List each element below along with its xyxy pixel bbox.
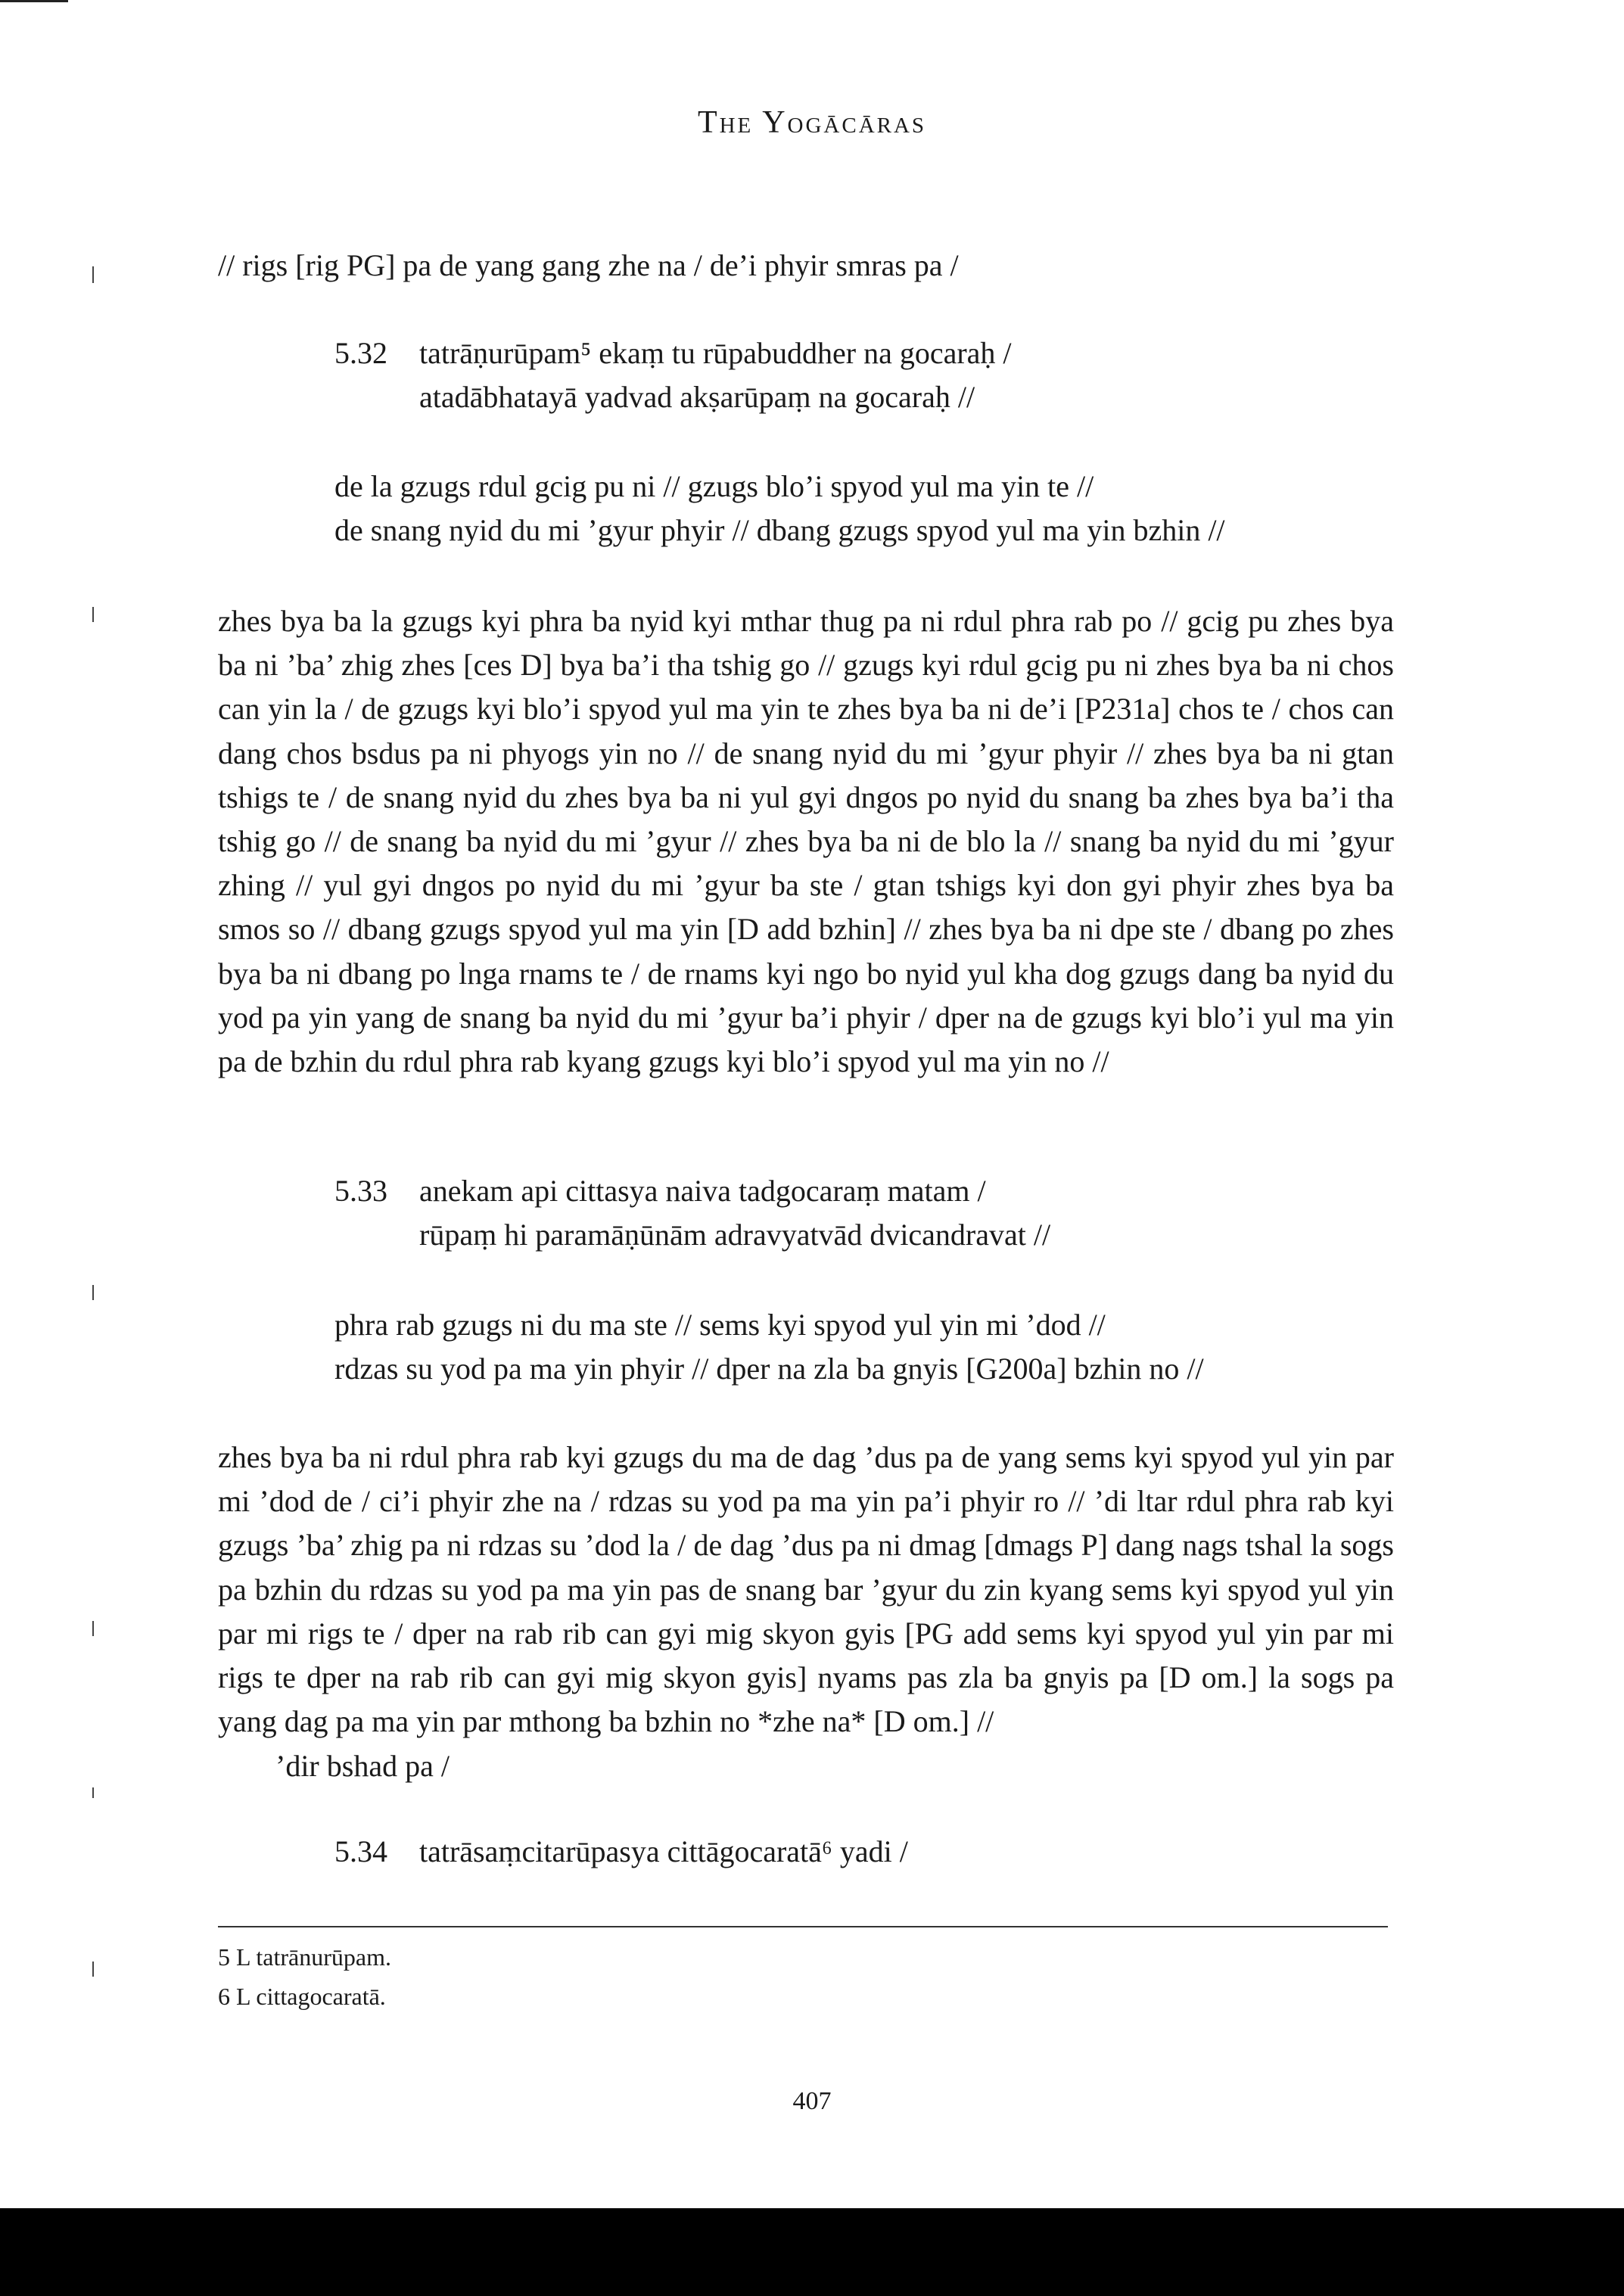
footnote-5: 5 L tatrānurūpam. — [218, 1943, 391, 1971]
margin-mark — [92, 1962, 94, 1977]
verse-line: de la gzugs rdul gcig pu ni // gzugs blo’i spyod yul ma yin te // — [334, 469, 1094, 503]
commentary-continuation: ’dir bshad pa / — [275, 1749, 450, 1783]
verse-number: 5.33 — [334, 1174, 387, 1208]
verse-5-33-tibetan — [334, 1303, 1409, 1391]
margin-mark — [92, 1285, 94, 1300]
scan-bottom-border — [0, 2208, 1624, 2296]
footnote-6: 6 L cittagocaratā. — [218, 1983, 386, 2010]
verse-line: anekam api cittasya naiva tadgocaraṃ matam / — [419, 1174, 986, 1208]
margin-mark — [92, 266, 94, 283]
commentary-paragraph-2: zhes bya ba ni rdul phra rab kyi gzugs du ma de dag ’dus pa de yang sems kyi spyod yul yin par mi ’dod de / ci’i phyir zhe na / rdzas su yod pa ma yin pa’i phyir ro // ’di ltar rdul phra rab kyi gzugs ’ba’ zhig pa ni rdzas su ’dod la / de dag ’dus pa ni dmag [dmags P] dang nags tshal la sogs pa bzhin du rdzas su yod pa ma yin pas de snang bar ’gyur du zin kyang sems kyi spyod yul yin par mi rigs te / dper na rab rib can gyi mig skyon gyis [PG add sems kyi spyod yul yin par mi rigs te dper na rab rib can gyi mig skyon gyis] nyams pas zla ba gnyis pa [D om.] la sogs pa yang dag pa ma yin par mthong ba bzhin no *zhe na* [D om.] // — [218, 1440, 1394, 1739]
verse-line: rdzas su yod pa ma yin phyir // dper na zla ba gnyis [G200a] bzhin no // — [334, 1352, 1204, 1386]
verse-line: tatrāsaṃcitarūpasya cittāgocaratā⁶ yadi / — [419, 1834, 908, 1868]
verse-line: rūpaṃ hi paramāṇūnām adravyatvād dvicandravat // — [419, 1218, 1051, 1252]
verse-line: phra rab gzugs ni du ma ste // sems kyi spyod yul yin mi ’dod // — [334, 1308, 1106, 1342]
verse-5-34-sanskrit — [334, 1830, 1409, 1874]
verse-5-32-tibetan — [334, 465, 1409, 552]
verse-5-33-sanskrit — [334, 1169, 1409, 1257]
margin-mark — [92, 1787, 94, 1798]
verse-number: 5.32 — [334, 336, 387, 370]
verse-line: tatrāṇurūpam⁵ ekaṃ tu rūpabuddher na gocaraḥ / — [419, 336, 1012, 370]
running-head: The Yogācāras — [697, 105, 927, 140]
margin-mark — [92, 607, 94, 622]
margin-mark — [92, 1621, 94, 1636]
verse-number: 5.34 — [334, 1834, 387, 1868]
scan-corner-mark — [0, 0, 68, 2]
paragraph-intro: // rigs [rig PG] pa de yang gang zhe na / de’i phyir smras pa / — [218, 248, 959, 282]
verse-line: de snang nyid du mi ’gyur phyir // dbang gzugs spyod yul ma yin bzhin // — [334, 513, 1225, 547]
page-number: 407 — [792, 2087, 832, 2115]
verse-line: atadābhatayā yadvad akṣarūpaṃ na gocaraḥ // — [419, 380, 975, 414]
footnotes — [218, 1937, 391, 2016]
verse-5-32-sanskrit — [334, 331, 1409, 419]
commentary-paragraph-1: zhes bya ba la gzugs kyi phra ba nyid kyi mthar thug pa ni rdul phra rab po // gcig pu zhes bya ba ni ’ba’ zhig zhes [ces D] bya ba’i tha tshig go // gzugs kyi rdul gcig pu ni zhes bya ba ni chos can yin la / de gzugs kyi blo’i spyod yul ma yin te zhes bya ba ni de’i [P231a] chos te / chos can dang chos bsdus pa ni phyogs yin no // de snang nyid du mi ’gyur phyir // zhes bya ba ni gtan tshigs te / de snang nyid du zhes bya ba ni yul gyi dngos po nyid du snang ba zhes bya ba’i tha tshig go // de snang ba nyid du mi ’gyur // zhes bya ba ni de blo la // snang ba nyid du mi ’gyur zhing // yul gyi dngos po nyid du mi ’gyur ba ste / gtan tshigs kyi don gyi phyir zhes bya ba smos so // dbang gzugs spyod yul ma yin [D add bzhin] // zhes bya ba ni dpe ste / dbang po zhes bya ba ni dbang po lnga rnams te / de rnams kyi ngo bo nyid yul kha dog gzugs dang ba nyid du yod pa yin yang de snang ba nyid du mi ’gyur ba’i phyir / dper na de gzugs kyi blo’i yul ma yin pa de bzhin du rdul phra rab kyang gzugs kyi blo’i spyod yul ma yin no // — [218, 604, 1394, 1079]
footnote-separator — [218, 1926, 1388, 1927]
